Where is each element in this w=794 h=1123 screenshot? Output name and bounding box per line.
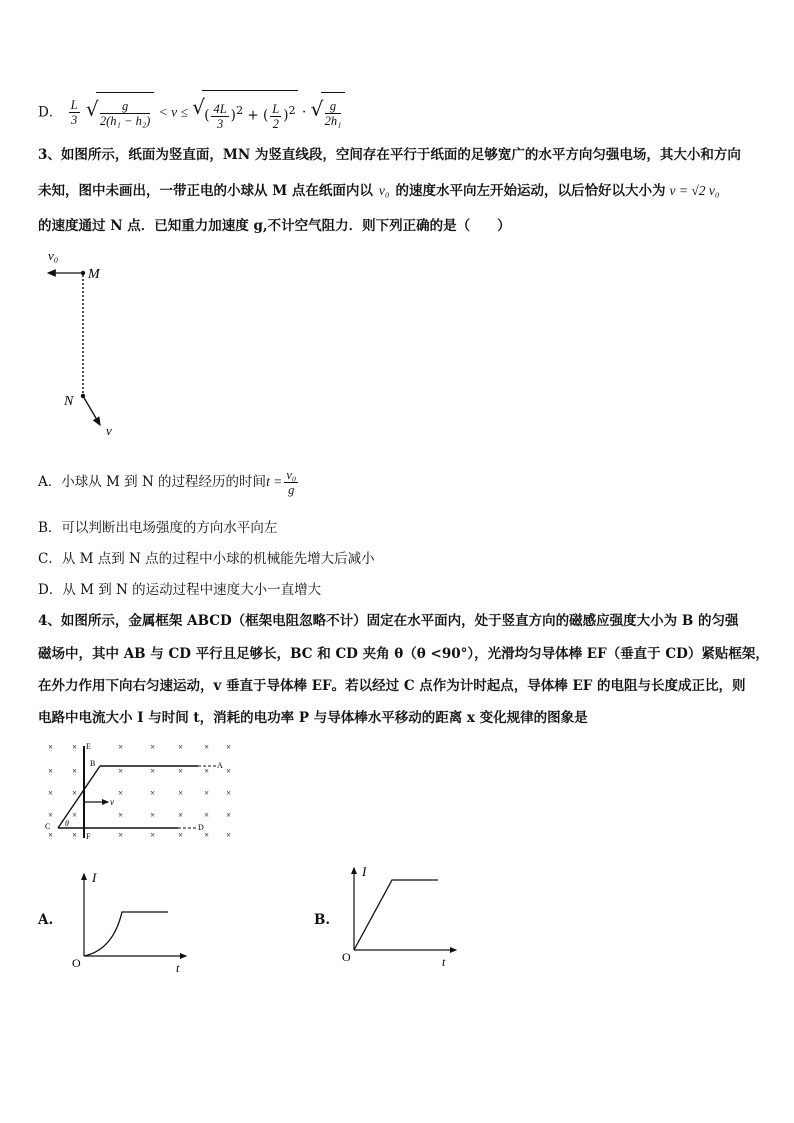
field-cross: ×: [48, 810, 54, 820]
v-label: v: [106, 423, 112, 438]
field-cross: ×: [178, 788, 184, 798]
q3-line1: 3、如图所示，纸面为竖直面，MN 为竖直线段，空间存在平行于纸面的足够宽广的水平方向匀强电场，其大小和方向: [38, 147, 741, 163]
q3-line2: 未知，图中未画出，一带正电的小球从 M 点在纸面内以 v₀ 的速度水平向左开始运动，以后恰好以大小为 v = √2 v₀: [38, 183, 720, 199]
label-theta: θ: [65, 819, 69, 828]
q4-line2: 磁场中，其中 AB 与 CD 平行且足够长，BC 和 CD 夹角 θ（θ <90°），光滑均匀导体棒 EF（垂直于 CD）紧贴框架，: [38, 646, 769, 662]
graph-b-curve: [354, 880, 438, 950]
q3-option-a: A．小球从 M 到 N 的过程经历的时间t = $\frac{\text{v₀}}{g}$: [38, 468, 297, 497]
v0-label: v₀: [48, 248, 59, 263]
field-cross: ×: [48, 830, 54, 840]
field-cross: ×: [150, 742, 156, 752]
sqrt-sum: √ ( $\frac{4L}{3}$ )$^2$ + ( $\frac{L}{2}$ )$^2$: [202, 90, 298, 136]
q4-line3: 在外力作用下向右匀速运动，v 垂直于导体棒 EF。若以经过 C 点作为计时起点，导体棒 EF 的电阻与长度成正比，则: [38, 678, 746, 694]
label-f: F: [86, 832, 91, 841]
field-cross: ×: [178, 766, 184, 776]
field-cross: ×: [118, 742, 124, 752]
q3-figure: [38, 245, 138, 445]
field-cross: ×: [118, 830, 124, 840]
field-cross: ×: [48, 742, 54, 752]
field-cross: ×: [150, 830, 156, 840]
field-cross: ×: [178, 830, 184, 840]
graph-a: [68, 868, 198, 978]
graph-b-label: B.: [314, 912, 331, 928]
field-cross: ×: [150, 788, 156, 798]
field-cross: ×: [226, 830, 232, 840]
q3-option-d: D．从 M 到 N 的运动过程中速度大小一直增大: [38, 582, 322, 598]
field-cross: ×: [48, 788, 54, 798]
graph-b-x-label: t: [442, 955, 446, 969]
field-cross: ×: [204, 788, 210, 798]
field-cross: ×: [204, 766, 210, 776]
q4-line1: 4、如图所示，金属框架 ABCD（框架电阻忽略不计）固定在水平面内，处于竖直方向的磁感应强度大小为 B 的匀强: [38, 613, 739, 629]
field-cross: ×: [178, 810, 184, 820]
sqrt-g-over-h: √ $\frac{g}{\text{2(h₁ − h₂)}}$: [96, 92, 154, 133]
field-cross: ×: [204, 830, 210, 840]
field-cross: ×: [226, 810, 232, 820]
field-cross: ×: [48, 766, 54, 776]
label-c: C: [45, 822, 51, 831]
graph-a-label: A.: [38, 912, 54, 928]
field-cross: ×: [72, 830, 78, 840]
graph-b: [338, 862, 468, 972]
field-cross: ×: [72, 810, 78, 820]
label-a: A: [217, 761, 223, 770]
field-cross: ×: [204, 742, 210, 752]
field-cross: ×: [118, 788, 124, 798]
field-cross: ×: [178, 742, 184, 752]
field-cross: ×: [72, 742, 78, 752]
q4-line4: 电路中电流大小 I 与时间 t，消耗的电功率 P 与导体棒水平移动的距离 x 变化规律的图象是: [38, 710, 588, 726]
label-v: v: [110, 797, 114, 807]
field-cross: ×: [226, 788, 232, 798]
graph-a-x-label: t: [176, 961, 180, 975]
label-d: D: [198, 823, 204, 832]
field-cross: ×: [118, 766, 124, 776]
field-cross: ×: [150, 766, 156, 776]
q3-option-b: B．可以判断出电场强度的方向水平向左: [38, 520, 278, 536]
field-cross: ×: [204, 810, 210, 820]
q4-figure: [38, 738, 238, 848]
m-label: M: [88, 267, 100, 282]
sqrt-g-over-2h1: √ $\frac{g}{\text{2h₁}}$: [321, 92, 346, 133]
field-cross: ×: [226, 766, 232, 776]
graph-b-origin: O: [342, 950, 351, 964]
graph-a-origin: O: [72, 956, 81, 970]
field-cross: ×: [226, 742, 232, 752]
field-cross: ×: [72, 788, 78, 798]
field-cross: ×: [150, 810, 156, 820]
q3-option-c: C．从 M 点到 N 点的过程中小球的机械能先增大后减小: [38, 551, 375, 567]
graph-a-y-label: I: [92, 870, 97, 885]
graph-a-curve: [84, 912, 168, 956]
label-b: B: [90, 759, 96, 768]
n-label: N: [64, 394, 74, 409]
option-d-prev: D． $\frac{L}{3}$ √ $\frac{g}{\text{2(h₁ − h₂)}}$ < v ≤ √ ( $\frac{4L}{3}$ )$^2$ + ( $\frac{L}{2}$ )$^2$ · √ $\frac{g}{\text{2h₁}}$: [38, 90, 345, 136]
label-e: E: [86, 742, 91, 751]
frac-l-3: $\frac{L}{3}$: [70, 98, 78, 128]
point-m: [81, 271, 85, 275]
q3-line3: 的速度通过 N 点．已知重力加速度 g,不计空气阻力．则下列正确的是（ ）: [38, 218, 511, 234]
v-arrow: [83, 396, 100, 425]
field-cross: ×: [72, 766, 78, 776]
graph-b-y-label: I: [362, 864, 367, 879]
field-cross: ×: [118, 810, 124, 820]
